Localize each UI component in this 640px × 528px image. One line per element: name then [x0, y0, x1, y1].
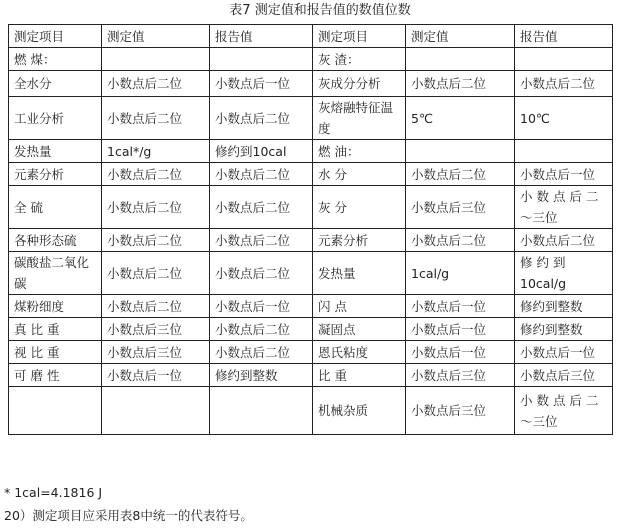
table-cell — [210, 48, 313, 71]
table-cell: 小数点后二位 — [210, 318, 313, 341]
table-cell: 碳酸盐二氧化碳 — [9, 252, 102, 295]
table-cell: 小数点后二位 — [210, 163, 313, 186]
table-cell: 小数点后二位 — [210, 186, 313, 229]
table-cell: 灰成分分析 — [313, 71, 406, 97]
table-cell: 小数点后二位 — [406, 71, 515, 97]
table-cell: 真 比 重 — [9, 318, 102, 341]
table-cell — [210, 387, 313, 435]
table-cell — [406, 140, 515, 163]
table-cell: 灰 渣： — [313, 48, 406, 71]
table-cell: 修约到整数 — [515, 318, 613, 341]
table-cell: 小数点后二位 — [515, 71, 613, 97]
table-cell: 小数点后一位 — [406, 341, 515, 364]
table-cell: 可 磨 性 — [9, 364, 102, 387]
table-cell: 各种形态硫 — [9, 229, 102, 252]
table-cell: 修 约 到 10cal/g — [515, 252, 613, 295]
table-cell: 小数点后三位 — [515, 364, 613, 387]
header-cell: 报告值 — [210, 25, 313, 48]
table-cell: 小数点后二位 — [210, 229, 313, 252]
table-cell: 修约到整数 — [515, 295, 613, 318]
table-cell — [515, 48, 613, 71]
table-row — [9, 341, 613, 364]
table-cell: 小数点后三位 — [406, 364, 515, 387]
footnote: * 1cal=4.1816 J — [4, 485, 103, 500]
table-cell — [515, 140, 613, 163]
table-cell: 全水分 — [9, 71, 102, 97]
table-cell: 小数点后二位 — [515, 229, 613, 252]
table-row — [9, 229, 613, 252]
table-cell: 煤粉细度 — [9, 295, 102, 318]
table-cell: 凝固点 — [313, 318, 406, 341]
table-cell: 灰 分 — [313, 186, 406, 229]
table-cell: 小数点后二位 — [102, 252, 210, 295]
table-cell: 视 比 重 — [9, 341, 102, 364]
table-cell: 机械杂质 — [313, 387, 406, 435]
table-body — [9, 48, 613, 435]
header-cell: 测定值 — [406, 25, 515, 48]
table-cell: 发热量 — [9, 140, 102, 163]
table-cell — [9, 387, 102, 435]
table-row — [9, 48, 613, 71]
data-table — [8, 24, 613, 435]
table-cell: 5℃ — [406, 97, 515, 140]
table-cell: 小数点后二位 — [210, 341, 313, 364]
table-cell: 小数点后一位 — [406, 295, 515, 318]
table-caption: 表7 测定值和报告值的数值位数 — [229, 3, 411, 18]
footnote: 20）测定项目应采用表8中统一的代表符号。 — [4, 508, 253, 523]
header-cell: 测定项目 — [9, 25, 102, 48]
table-cell: 发热量 — [313, 252, 406, 295]
header-cell: 测定值 — [102, 25, 210, 48]
table-cell — [102, 48, 210, 71]
table-cell: 小 数 点 后 二～三位 — [515, 186, 613, 229]
table-cell: 小数点后三位 — [406, 186, 515, 229]
table-cell: 小数点后二位 — [102, 295, 210, 318]
table-cell: 小数点后二位 — [210, 252, 313, 295]
table-cell: 恩氏粘度 — [313, 341, 406, 364]
table-header-row — [9, 25, 613, 48]
table-cell: 小数点后二位 — [102, 71, 210, 97]
table-cell: 小数点后一位 — [515, 341, 613, 364]
table-row — [9, 71, 613, 97]
table-row — [9, 318, 613, 341]
table-cell: 闪 点 — [313, 295, 406, 318]
table-row — [9, 364, 613, 387]
table-cell: 燃 油： — [313, 140, 406, 163]
table-cell: 小数点后二位 — [102, 97, 210, 140]
table-cell: 修约到整数 — [210, 364, 313, 387]
table-cell: 燃 煤： — [9, 48, 102, 71]
header-cell: 报告值 — [515, 25, 613, 48]
table-row — [9, 163, 613, 186]
table-row — [9, 97, 613, 140]
table-cell — [102, 387, 210, 435]
table-cell: 1cal*/g — [102, 140, 210, 163]
table-cell: 小数点后二位 — [102, 186, 210, 229]
table-row — [9, 140, 613, 163]
table-cell: 修约到10cal — [210, 140, 313, 163]
table-cell: 比 重 — [313, 364, 406, 387]
table-row — [9, 252, 613, 295]
table-cell: 10℃ — [515, 97, 613, 140]
table-cell: 小数点后三位 — [406, 387, 515, 435]
table-cell: 小数点后二位 — [102, 163, 210, 186]
table-cell: 小数点后一位 — [102, 364, 210, 387]
table-row — [9, 295, 613, 318]
table-cell: 1cal/g — [406, 252, 515, 295]
table-cell: 小数点后一位 — [515, 163, 613, 186]
table-cell: 元素分析 — [9, 163, 102, 186]
table-cell: 元素分析 — [313, 229, 406, 252]
table-cell: 小数点后三位 — [102, 341, 210, 364]
table-row — [9, 387, 613, 435]
table-cell: 小数点后一位 — [406, 318, 515, 341]
table-cell: 小数点后一位 — [210, 295, 313, 318]
table-cell: 工业分析 — [9, 97, 102, 140]
table-cell: 小数点后二位 — [210, 97, 313, 140]
table-row — [9, 186, 613, 229]
table-cell: 小数点后一位 — [210, 71, 313, 97]
table-cell: 小数点后三位 — [102, 318, 210, 341]
table-cell: 小数点后二位 — [406, 163, 515, 186]
table-cell: 小 数 点 后 二～三位 — [515, 387, 613, 435]
table-cell: 灰熔融特征温度 — [313, 97, 406, 140]
table-cell — [406, 48, 515, 71]
table-cell: 全 硫 — [9, 186, 102, 229]
table-cell: 小数点后二位 — [102, 229, 210, 252]
table-cell: 水 分 — [313, 163, 406, 186]
header-cell: 测定项目 — [313, 25, 406, 48]
table-cell: 小数点后二位 — [406, 229, 515, 252]
